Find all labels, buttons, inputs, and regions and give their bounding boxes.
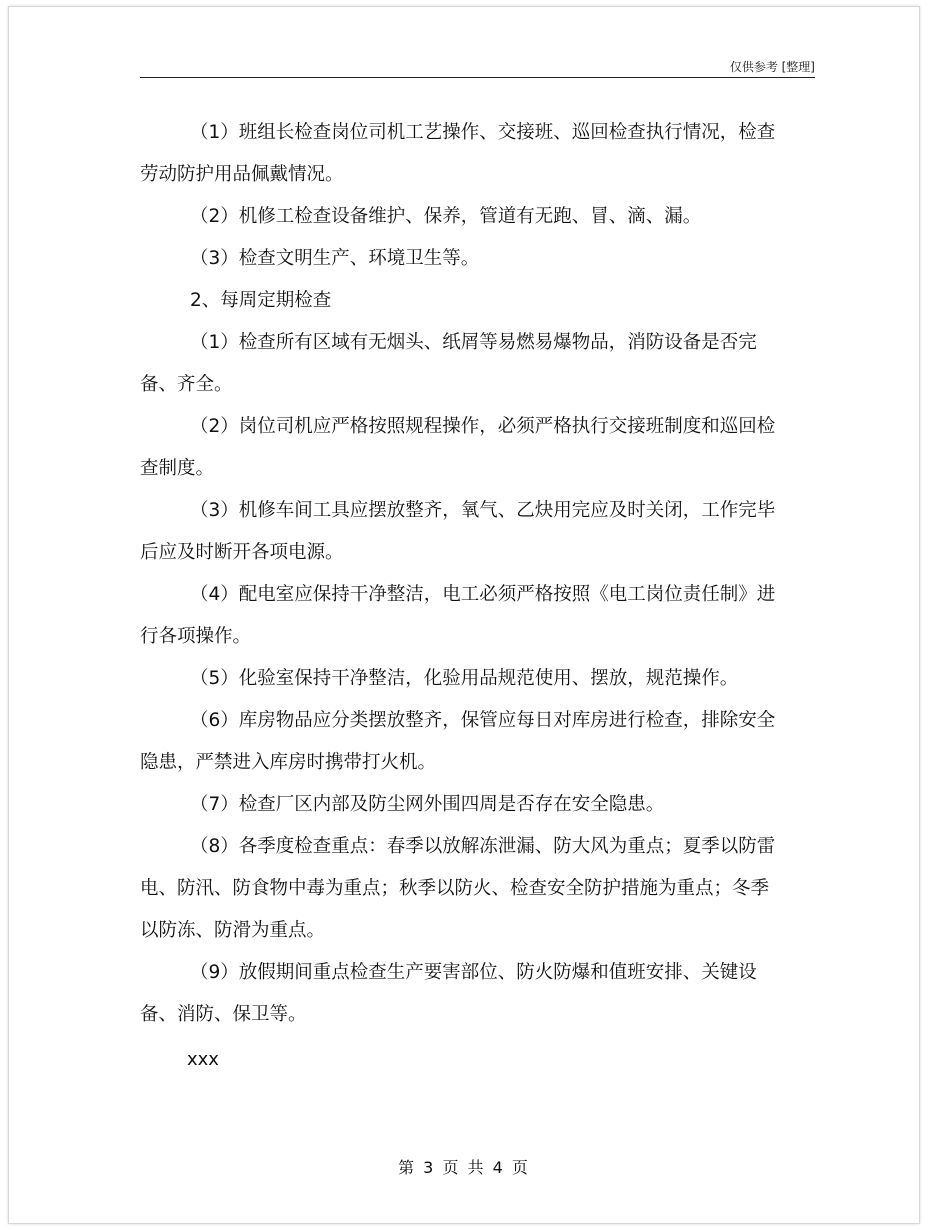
page-header	[140, 55, 815, 78]
paragraph-8: （4）配电室应保持干净整洁，电工必须严格按照《电工岗位责任制》进行各项操作。	[140, 584, 776, 647]
paragraph-13: （9）放假期间重点检查生产要害部位、防火防爆和值班安排、关键设备、消防、保卫等。	[140, 962, 757, 1025]
paragraph-3: （3）检查文明生产、环境卫生等。	[190, 248, 480, 269]
header-text: 仅供参考 [整理]	[729, 60, 815, 74]
document-body	[140, 112, 780, 1036]
paragraph-1: （1）班组长检查岗位司机工艺操作、交接班、巡回检查执行情况，检查劳动防护用品佩戴情况。	[140, 122, 776, 185]
paragraph-6: （2）岗位司机应严格按照规程操作，必须严格执行交接班制度和巡回检查制度。	[140, 416, 776, 479]
paragraph-5: （1）检查所有区域有无烟头、纸屑等易燃易爆物品，消防设备是否完备、齐全。	[140, 332, 757, 395]
page-footer: 第 3 页 共 4 页	[398, 1158, 530, 1177]
paragraph-12: （8）各季度检查重点：春季以放解冻泄漏、防大风为重点；夏季以防雷电、防汛、防食物中毒为重点；秋季以防火、检查安全防护措施为重点；冬季以防冻、防滑为重点。	[140, 836, 776, 941]
section-heading-weekly-check: 2、每周定期检查	[190, 290, 332, 311]
paragraph-10: （6）库房物品应分类摆放整齐，保管应每日对库房进行检查，排除安全隐患，严禁进入库房时携带打火机。	[140, 710, 776, 773]
paragraph-2: （2）机修工检查设备维护、保养，管道有无跑、冒、滴、漏。	[190, 206, 702, 227]
paragraph-11: （7）检查厂区内部及防尘网外围四周是否存在安全隐患。	[190, 794, 665, 815]
paragraph-9: （5）化验室保持干净整洁，化验用品规范使用、摆放，规范操作。	[190, 668, 739, 689]
paragraph-7: （3）机修车间工具应摆放整齐，氧气、乙炔用完应及时关闭，工作完毕后应及时断开各项电源。	[140, 500, 776, 563]
document-page	[8, 6, 920, 1224]
signature: xxx	[187, 1049, 219, 1070]
